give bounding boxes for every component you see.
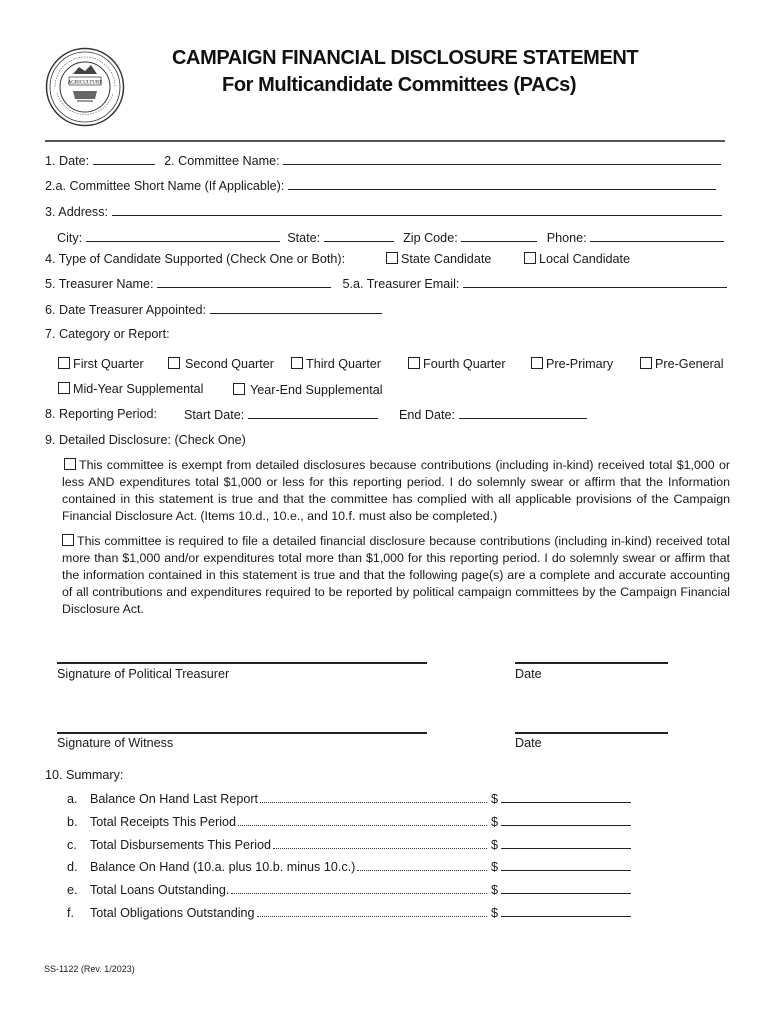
city-label: City:	[57, 231, 83, 245]
summary-amount-field[interactable]	[501, 859, 631, 871]
pre-primary-label: Pre-Primary	[546, 357, 614, 371]
treasurer-signature-line[interactable]	[57, 662, 427, 664]
witness-signature-label: Signature of Witness	[57, 736, 174, 750]
witness-date-line[interactable]	[515, 732, 668, 734]
year-end-label: Year-End Supplemental	[250, 383, 383, 397]
summary-row	[67, 837, 631, 852]
date-appointed-field[interactable]	[210, 302, 382, 314]
summary-label: Total Obligations Outstanding	[90, 906, 255, 920]
second-quarter-option[interactable]	[168, 357, 274, 371]
pre-primary-option[interactable]	[531, 357, 613, 371]
required-option	[62, 533, 730, 618]
first-quarter-checkbox[interactable]	[58, 357, 70, 369]
mid-year-checkbox[interactable]	[58, 382, 70, 394]
required-text: This committee is required to file a detailed financial disclosure because contributions (including in-kind) received total more than $1,000 and/or expenditures total more than $1,000 for this reporting period. I do solemnly swear or affirm that the information contained in this statement is true and that the following page(s) are a complete and accurate accounting of all contributions and expenditures required to be reported by political campaign committees by the Campaign Financial Disclosure Act.	[62, 534, 730, 616]
summary-leader-dots	[238, 816, 487, 826]
treasurer-email-label: 5.a. Treasurer Email:	[342, 277, 460, 291]
short-name-row	[45, 178, 716, 193]
state-candidate-option[interactable]	[386, 252, 491, 266]
summary-letter: f.	[67, 906, 74, 920]
zip-field[interactable]	[461, 230, 537, 242]
summary-currency: $	[491, 792, 499, 806]
date-row	[45, 153, 721, 168]
summary-currency: $	[491, 838, 499, 852]
detailed-disclosure-label: 9. Detailed Disclosure: (Check One)	[45, 433, 246, 447]
year-end-checkbox[interactable]	[233, 383, 245, 395]
second-quarter-checkbox[interactable]	[168, 357, 180, 369]
form-number: SS-1122 (Rev. 1/2023)	[44, 964, 135, 974]
date-appointed-row	[45, 302, 382, 317]
summary-amount-field[interactable]	[501, 791, 631, 803]
summary-amount-field[interactable]	[501, 905, 631, 917]
fourth-quarter-label: Fourth Quarter	[423, 357, 506, 371]
date-field[interactable]	[93, 153, 155, 165]
mid-year-label: Mid-Year Supplemental	[73, 382, 204, 396]
required-checkbox[interactable]	[62, 534, 74, 546]
start-date-field[interactable]	[248, 407, 378, 419]
end-date-group	[399, 407, 587, 422]
treasurer-name-field[interactable]	[157, 276, 331, 288]
treasurer-signature-label: Signature of Political Treasurer	[57, 667, 230, 681]
summary-row	[67, 905, 631, 920]
mid-year-option[interactable]	[58, 382, 203, 396]
committee-name-field[interactable]	[283, 153, 721, 165]
summary-letter: e.	[67, 883, 78, 897]
end-date-field[interactable]	[459, 407, 587, 419]
zip-label: Zip Code:	[403, 231, 458, 245]
state-candidate-checkbox[interactable]	[386, 252, 398, 264]
city-field[interactable]	[86, 230, 280, 242]
committee-name-label: 2. Committee Name:	[164, 154, 280, 168]
svg-text:AGRICULTURE: AGRICULTURE	[67, 80, 103, 86]
pre-general-option[interactable]	[640, 357, 724, 371]
address-label: 3. Address:	[45, 205, 109, 219]
summary-row	[67, 859, 631, 874]
start-date-group	[184, 407, 378, 422]
fourth-quarter-option[interactable]	[408, 357, 506, 371]
summary-row	[67, 791, 631, 806]
state-field[interactable]	[324, 230, 394, 242]
first-quarter-label: First Quarter	[73, 357, 144, 371]
category-label: 7. Category or Report:	[45, 327, 170, 341]
witness-date-label: Date	[515, 736, 542, 750]
summary-row	[67, 882, 631, 897]
local-candidate-label: Local Candidate	[539, 252, 631, 266]
treasurer-row	[45, 276, 727, 291]
start-date-label: Start Date:	[184, 408, 245, 422]
summary-label: Balance On Hand Last Report	[90, 792, 259, 806]
treasurer-date-line[interactable]	[515, 662, 668, 664]
second-quarter-label: Second Quarter	[185, 357, 274, 371]
first-quarter-option[interactable]	[58, 357, 144, 371]
phone-label: Phone:	[546, 231, 587, 245]
state-candidate-label: State Candidate	[401, 252, 492, 266]
third-quarter-checkbox[interactable]	[291, 357, 303, 369]
exempt-option	[62, 457, 730, 525]
summary-heading: 10. Summary:	[45, 768, 124, 782]
reporting-period-label: 8. Reporting Period:	[45, 407, 158, 421]
summary-letter: d.	[67, 860, 78, 874]
pre-primary-checkbox[interactable]	[531, 357, 543, 369]
state-label: State:	[287, 231, 321, 245]
date-appointed-label: 6. Date Treasurer Appointed:	[45, 303, 207, 317]
third-quarter-option[interactable]	[291, 357, 381, 371]
address-field[interactable]	[112, 204, 722, 216]
summary-letter: a.	[67, 792, 78, 806]
state-seal-logo	[45, 47, 125, 127]
summary-letter: c.	[67, 838, 77, 852]
form-subtitle: For Multicandidate Committees (PACs)	[222, 74, 577, 96]
local-candidate-option[interactable]	[524, 252, 630, 266]
summary-label: Total Disbursements This Period	[90, 838, 272, 852]
city-row	[57, 230, 724, 245]
year-end-option[interactable]	[233, 383, 383, 397]
summary-label: Total Receipts This Period	[90, 815, 237, 829]
form-title: CAMPAIGN FINANCIAL DISCLOSURE STATEMENT	[172, 47, 639, 69]
summary-currency: $	[491, 883, 499, 897]
exempt-text: This committee is exempt from detailed disclosures because contributions (including in-kind) received total $1,000 or less AND expenditures total $1,000 or less for this reporting period. I do solemnly swear or affirm that the Information contained in this statement is true and that the committee has complied with all applicable provisions of the Campaign Financial Disclosure Act. (Items 10.d., 10.e., and 10.f. must also be completed.)	[62, 458, 730, 523]
summary-leader-dots	[257, 907, 487, 917]
summary-currency: $	[491, 906, 499, 920]
treasurer-date-label: Date	[515, 667, 542, 681]
summary-leader-dots	[260, 793, 487, 803]
short-name-label: 2.a. Committee Short Name (If Applicable):	[45, 179, 285, 193]
pre-general-checkbox[interactable]	[640, 357, 652, 369]
address-row	[45, 204, 722, 219]
local-candidate-checkbox[interactable]	[524, 252, 536, 264]
summary-currency: $	[491, 815, 499, 829]
summary-label: Total Loans Outstanding.	[90, 883, 230, 897]
summary-leader-dots	[273, 839, 487, 849]
exempt-checkbox[interactable]	[64, 458, 76, 470]
summary-amount-field[interactable]	[501, 882, 631, 894]
phone-field[interactable]	[590, 230, 724, 242]
date-label: 1. Date:	[45, 154, 90, 168]
short-name-field[interactable]	[288, 178, 716, 190]
summary-leader-dots	[357, 861, 487, 871]
treasurer-email-field[interactable]	[463, 276, 727, 288]
summary-letter: b.	[67, 815, 78, 829]
candidate-type-label: 4. Type of Candidate Supported (Check One or Both):	[45, 252, 346, 266]
header-divider	[45, 140, 725, 142]
pre-general-label: Pre-General	[655, 357, 724, 371]
summary-currency: $	[491, 860, 499, 874]
third-quarter-label: Third Quarter	[306, 357, 381, 371]
end-date-label: End Date:	[399, 408, 456, 422]
summary-row	[67, 814, 631, 829]
summary-label: Balance On Hand (10.a. plus 10.b. minus 10.c.)	[90, 860, 356, 874]
treasurer-name-label: 5. Treasurer Name:	[45, 277, 154, 291]
fourth-quarter-checkbox[interactable]	[408, 357, 420, 369]
summary-amount-field[interactable]	[501, 814, 631, 826]
witness-signature-line[interactable]	[57, 732, 427, 734]
summary-leader-dots	[231, 884, 487, 894]
summary-amount-field[interactable]	[501, 837, 631, 849]
